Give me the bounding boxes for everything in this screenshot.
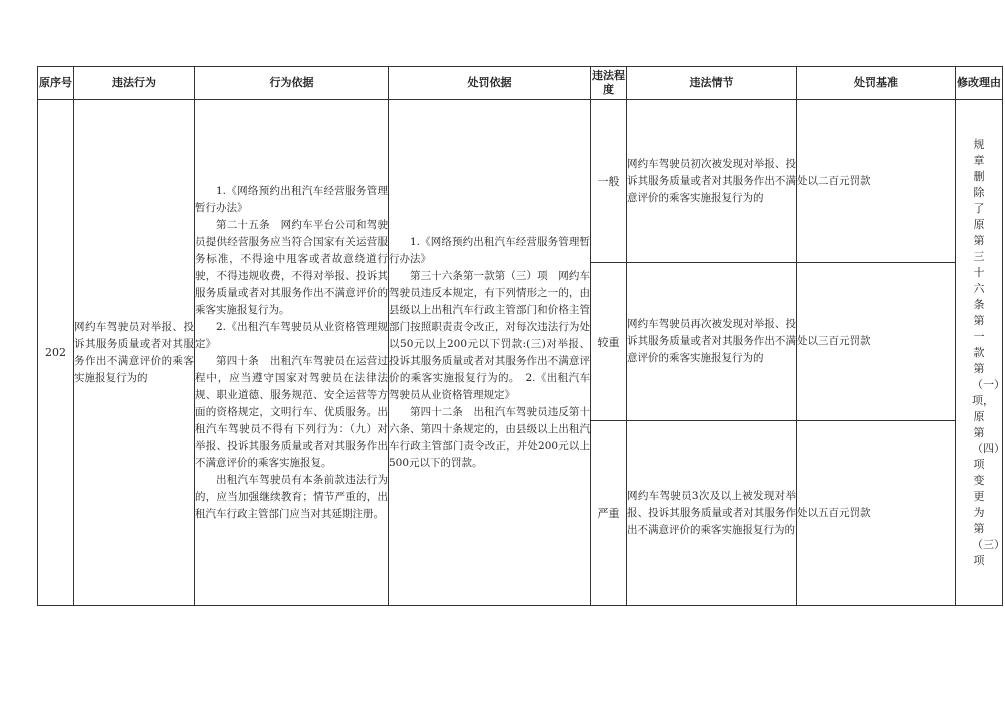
header-behavior: 违法行为 bbox=[74, 67, 195, 100]
penalty-table bbox=[37, 66, 1003, 606]
degree-cell: 较重 bbox=[591, 263, 627, 421]
header-standard: 处罚基准 bbox=[797, 67, 956, 100]
act-basis-para: 1.《网络预约出租汽车经营服务管理暂行办法》 bbox=[195, 184, 388, 214]
row-number: 202 bbox=[38, 100, 74, 606]
act-basis-para: 2.《出租汽车驾驶员从业资格管理规定》 bbox=[195, 320, 388, 350]
standard-cell: 处以二百元罚款 bbox=[797, 100, 956, 263]
header-penalty-basis: 处罚依据 bbox=[389, 67, 591, 100]
act-basis-para: 出租汽车驾驶员有本条前款违法行为的，应当加强继续教育；情节严重的，出租汽车行政主管部门应当对其延期注册。 bbox=[195, 473, 388, 520]
penalty-basis-cell bbox=[389, 100, 591, 606]
standard-cell: 处以三百元罚款 bbox=[797, 263, 956, 421]
header-row bbox=[38, 67, 1003, 100]
reason-text: 规章删除了原第三十六条第一款第（一）项，原第（四）项变更为第（三）项 bbox=[972, 137, 1005, 567]
header-circumstance: 违法情节 bbox=[627, 67, 797, 100]
standard-cell: 处以五百元罚款 bbox=[797, 421, 956, 606]
circumstance-cell: 网约车驾驶员再次被发现对举报、投诉其服务质量或者对其服务作出不满意评价的乘客实施报复行为的 bbox=[627, 263, 797, 421]
reason-cell bbox=[956, 100, 1003, 606]
act-basis-cell bbox=[195, 100, 389, 606]
behavior-cell: 网约车驾驶员对举报、投诉其服务质量或者对其服务作出不满意评价的乘客实施报复行为的 bbox=[74, 100, 195, 606]
degree-cell: 一般 bbox=[591, 100, 627, 263]
circumstance-cell: 网约车驾驶员3次及以上被发现对举报、投诉其服务质量或者对其服务作出不满意评价的乘客实施报复行为的 bbox=[627, 421, 797, 606]
penalty-basis-para: 第三十六条第一款第（三）项 网约车驾驶员违反本规定，有下列情形之一的，由县级以上出租汽车行政主管部门和价格主管部门按照职责责令改正，对每次违法行为处以50元以上200元以下罚款:(三)对举报、投诉其服务质量或者对其服务作出不满意评价的乘客实施报复行为的。 2.《出租汽车驾驶员从业资格管理规定》 bbox=[389, 269, 590, 401]
header-reason: 修改理由 bbox=[956, 67, 1003, 100]
header-degree: 违法程度 bbox=[591, 67, 627, 100]
act-basis-para: 第四十条 出租汽车驾驶员在运营过程中，应当遵守国家对驾驶员在法律法规、职业道德、服务规范、安全运营等方面的资格规定，文明行车、优质服务。出租汽车驾驶员不得有下列行为：（九）对举报、投诉其服务质量或者对其服务作出不满意评价的乘客实施报复。 bbox=[195, 354, 388, 469]
header-act-basis: 行为依据 bbox=[195, 67, 389, 100]
table-row bbox=[38, 100, 1003, 263]
header-no: 原序号 bbox=[38, 67, 74, 100]
penalty-basis-para: 第四十二条 出租汽车驾驶员违反第十六条、第四十条规定的，由县级以上出租汽车行政主管部门责令改正，并处200元以上500元以下的罚款。 bbox=[389, 405, 590, 469]
degree-cell: 严重 bbox=[591, 421, 627, 606]
penalty-basis-para: 1.《网络预约出租汽车经营服务管理暂行办法》 bbox=[389, 235, 590, 265]
act-basis-para: 第二十五条 网约车平台公司和驾驶员提供经营服务应当符合国家有关运营服务标准，不得途中甩客或者故意绕道行驶，不得违规收费，不得对举报、投诉其服务质量或者对其服务作出不满意评价的乘客实施报复行为。 bbox=[195, 218, 388, 316]
circumstance-cell: 网约车驾驶员初次被发现对举报、投诉其服务质量或者对其服务作出不满意评价的乘客实施报复行为的 bbox=[627, 100, 797, 263]
